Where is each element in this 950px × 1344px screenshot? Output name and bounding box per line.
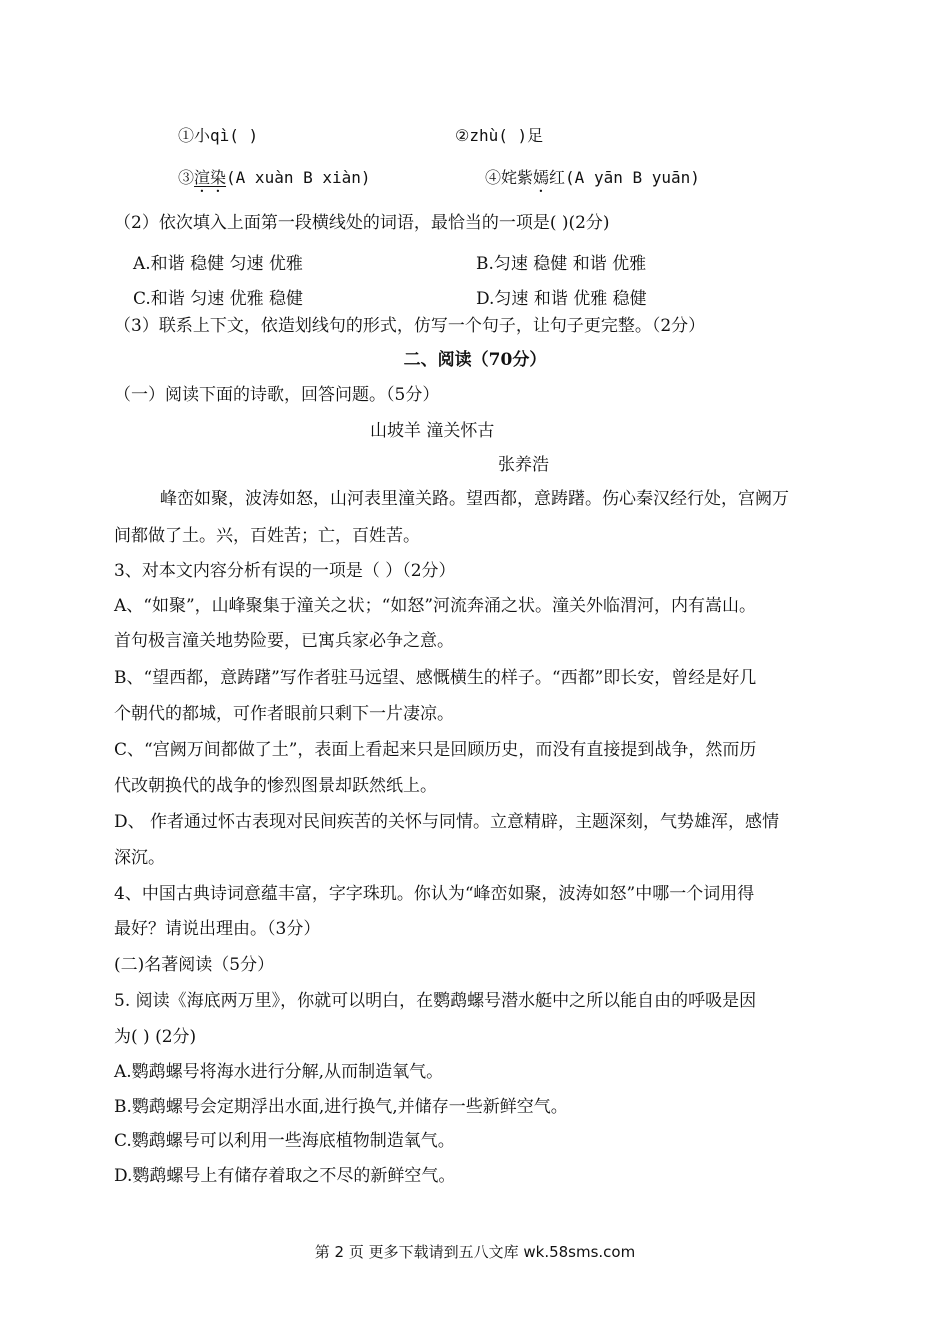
q3-option-a-line2: 首句极言潼关地势险要，已寓兵家必争之意。 bbox=[114, 631, 454, 651]
q5-option-d: D.鹦鹉螺号上有储存着取之不尽的新鲜空气。 bbox=[114, 1166, 456, 1186]
q3-option-d-line1: D、 作者通过怀古表现对民间疾苦的关怀与同情。立意精辟，主题深刻，气势雄浑，感情 bbox=[114, 812, 780, 832]
q3-option-c-line2: 代改朝换代的战争的惨烈图景却跃然纸上。 bbox=[114, 776, 437, 796]
pinyin-q4-dot: 嫣 bbox=[533, 168, 550, 187]
q5-option-a: A.鹦鹉螺号将海水进行分解,从而制造氧气。 bbox=[114, 1062, 444, 1082]
q3-option-a-line1: A、“如聚”，山峰聚集于潼关之状；“如怒”河流奔涌之状。潼关外临渭河，内有嵩山。 bbox=[114, 596, 757, 616]
poem-line-1: 峰峦如聚，波涛如怒，山河表里潼关路。望西都，意踌躇。伤心秦汉经行处，宫阙万 bbox=[160, 489, 789, 509]
pinyin-q4-prefix: ④姹紫 bbox=[485, 168, 534, 187]
part1-intro: （一）阅读下面的诗歌，回答问题。（5分） bbox=[114, 385, 440, 405]
pinyin-q4 bbox=[485, 168, 700, 196]
pinyin-q4-suffix: 红 bbox=[549, 168, 566, 187]
q5-option-c: C.鹦鹉螺号可以利用一些海底植物制造氧气。 bbox=[114, 1131, 455, 1151]
q3-option-d-line2: 深沉。 bbox=[114, 848, 165, 868]
pinyin-q3 bbox=[178, 168, 371, 196]
q2-option-a: A.和谐 稳健 匀速 优雅 bbox=[133, 254, 303, 274]
question-3-stem: 3、对本文内容分析有误的一项是（ ）（2分） bbox=[114, 561, 456, 581]
q3-option-b-line2: 个朝代的都城，可作者眼前只剩下一片凄凉。 bbox=[114, 704, 454, 724]
pinyin-q3-prefix: ③ bbox=[178, 168, 195, 187]
question-5-line2: 为( ) (2分) bbox=[114, 1027, 197, 1047]
pinyin-q4-options: (A yān B yuān) bbox=[565, 168, 700, 187]
page-footer: 第 2 页 更多下载请到五八文库 wk.58sms.com bbox=[314, 1243, 636, 1261]
question-4-line2: 最好？请说出理由。（3分） bbox=[114, 919, 321, 939]
q2-option-b: B.匀速 稳健 和谐 优雅 bbox=[476, 254, 647, 274]
q3-option-c-line1: C、“宫阙万间都做了土”，表面上看起来只是回顾历史，而没有直接提到战争，然而历 bbox=[114, 740, 757, 760]
pinyin-q3-options: (A xuàn B xiàn) bbox=[226, 168, 371, 187]
poem-author: 张养浩 bbox=[498, 455, 549, 475]
q3-option-b-line1: B、“望西都，意踌躇”写作者驻马远望、感慨横生的样子。“西都”即长安，曾经是好几 bbox=[114, 668, 757, 688]
part2-title: (二)名著阅读（5分） bbox=[114, 955, 275, 975]
question-5-line1: 5. 阅读《海底两万里》，你就可以明白，在鹦鹉螺号潜水艇中之所以能自由的呼吸是因 bbox=[114, 991, 757, 1011]
pinyin-q1: ①小qì( ) bbox=[178, 126, 259, 145]
pinyin-q3-word: 渲染 bbox=[194, 168, 227, 187]
q2-option-d: D.匀速 和谐 优雅 稳健 bbox=[476, 289, 647, 309]
question-4-line1: 4、中国古典诗词意蕴丰富，字字珠玑。你认为“峰峦如聚，波涛如怒”中哪一个词用得 bbox=[114, 884, 755, 904]
q5-option-b: B.鹦鹉螺号会定期浮出水面,进行换气,并储存一些新鲜空气。 bbox=[114, 1097, 568, 1117]
poem-title: 山坡羊 潼关怀古 bbox=[370, 421, 495, 441]
q2-option-c: C.和谐 匀速 优雅 稳健 bbox=[133, 289, 304, 309]
poem-line-2: 间都做了土。兴，百姓苦；亡，百姓苦。 bbox=[114, 526, 420, 546]
section-title: 二、阅读（70分） bbox=[403, 350, 547, 370]
q3-stem: （3）联系上下文，依造划线句的形式，仿写一个句子，让句子更完整。（2分） bbox=[114, 316, 706, 336]
pinyin-q2: ②zhù( )足 bbox=[455, 126, 544, 145]
q2-stem: （2）依次填入上面第一段横线处的词语，最恰当的一项是( )(2分) bbox=[114, 213, 610, 233]
